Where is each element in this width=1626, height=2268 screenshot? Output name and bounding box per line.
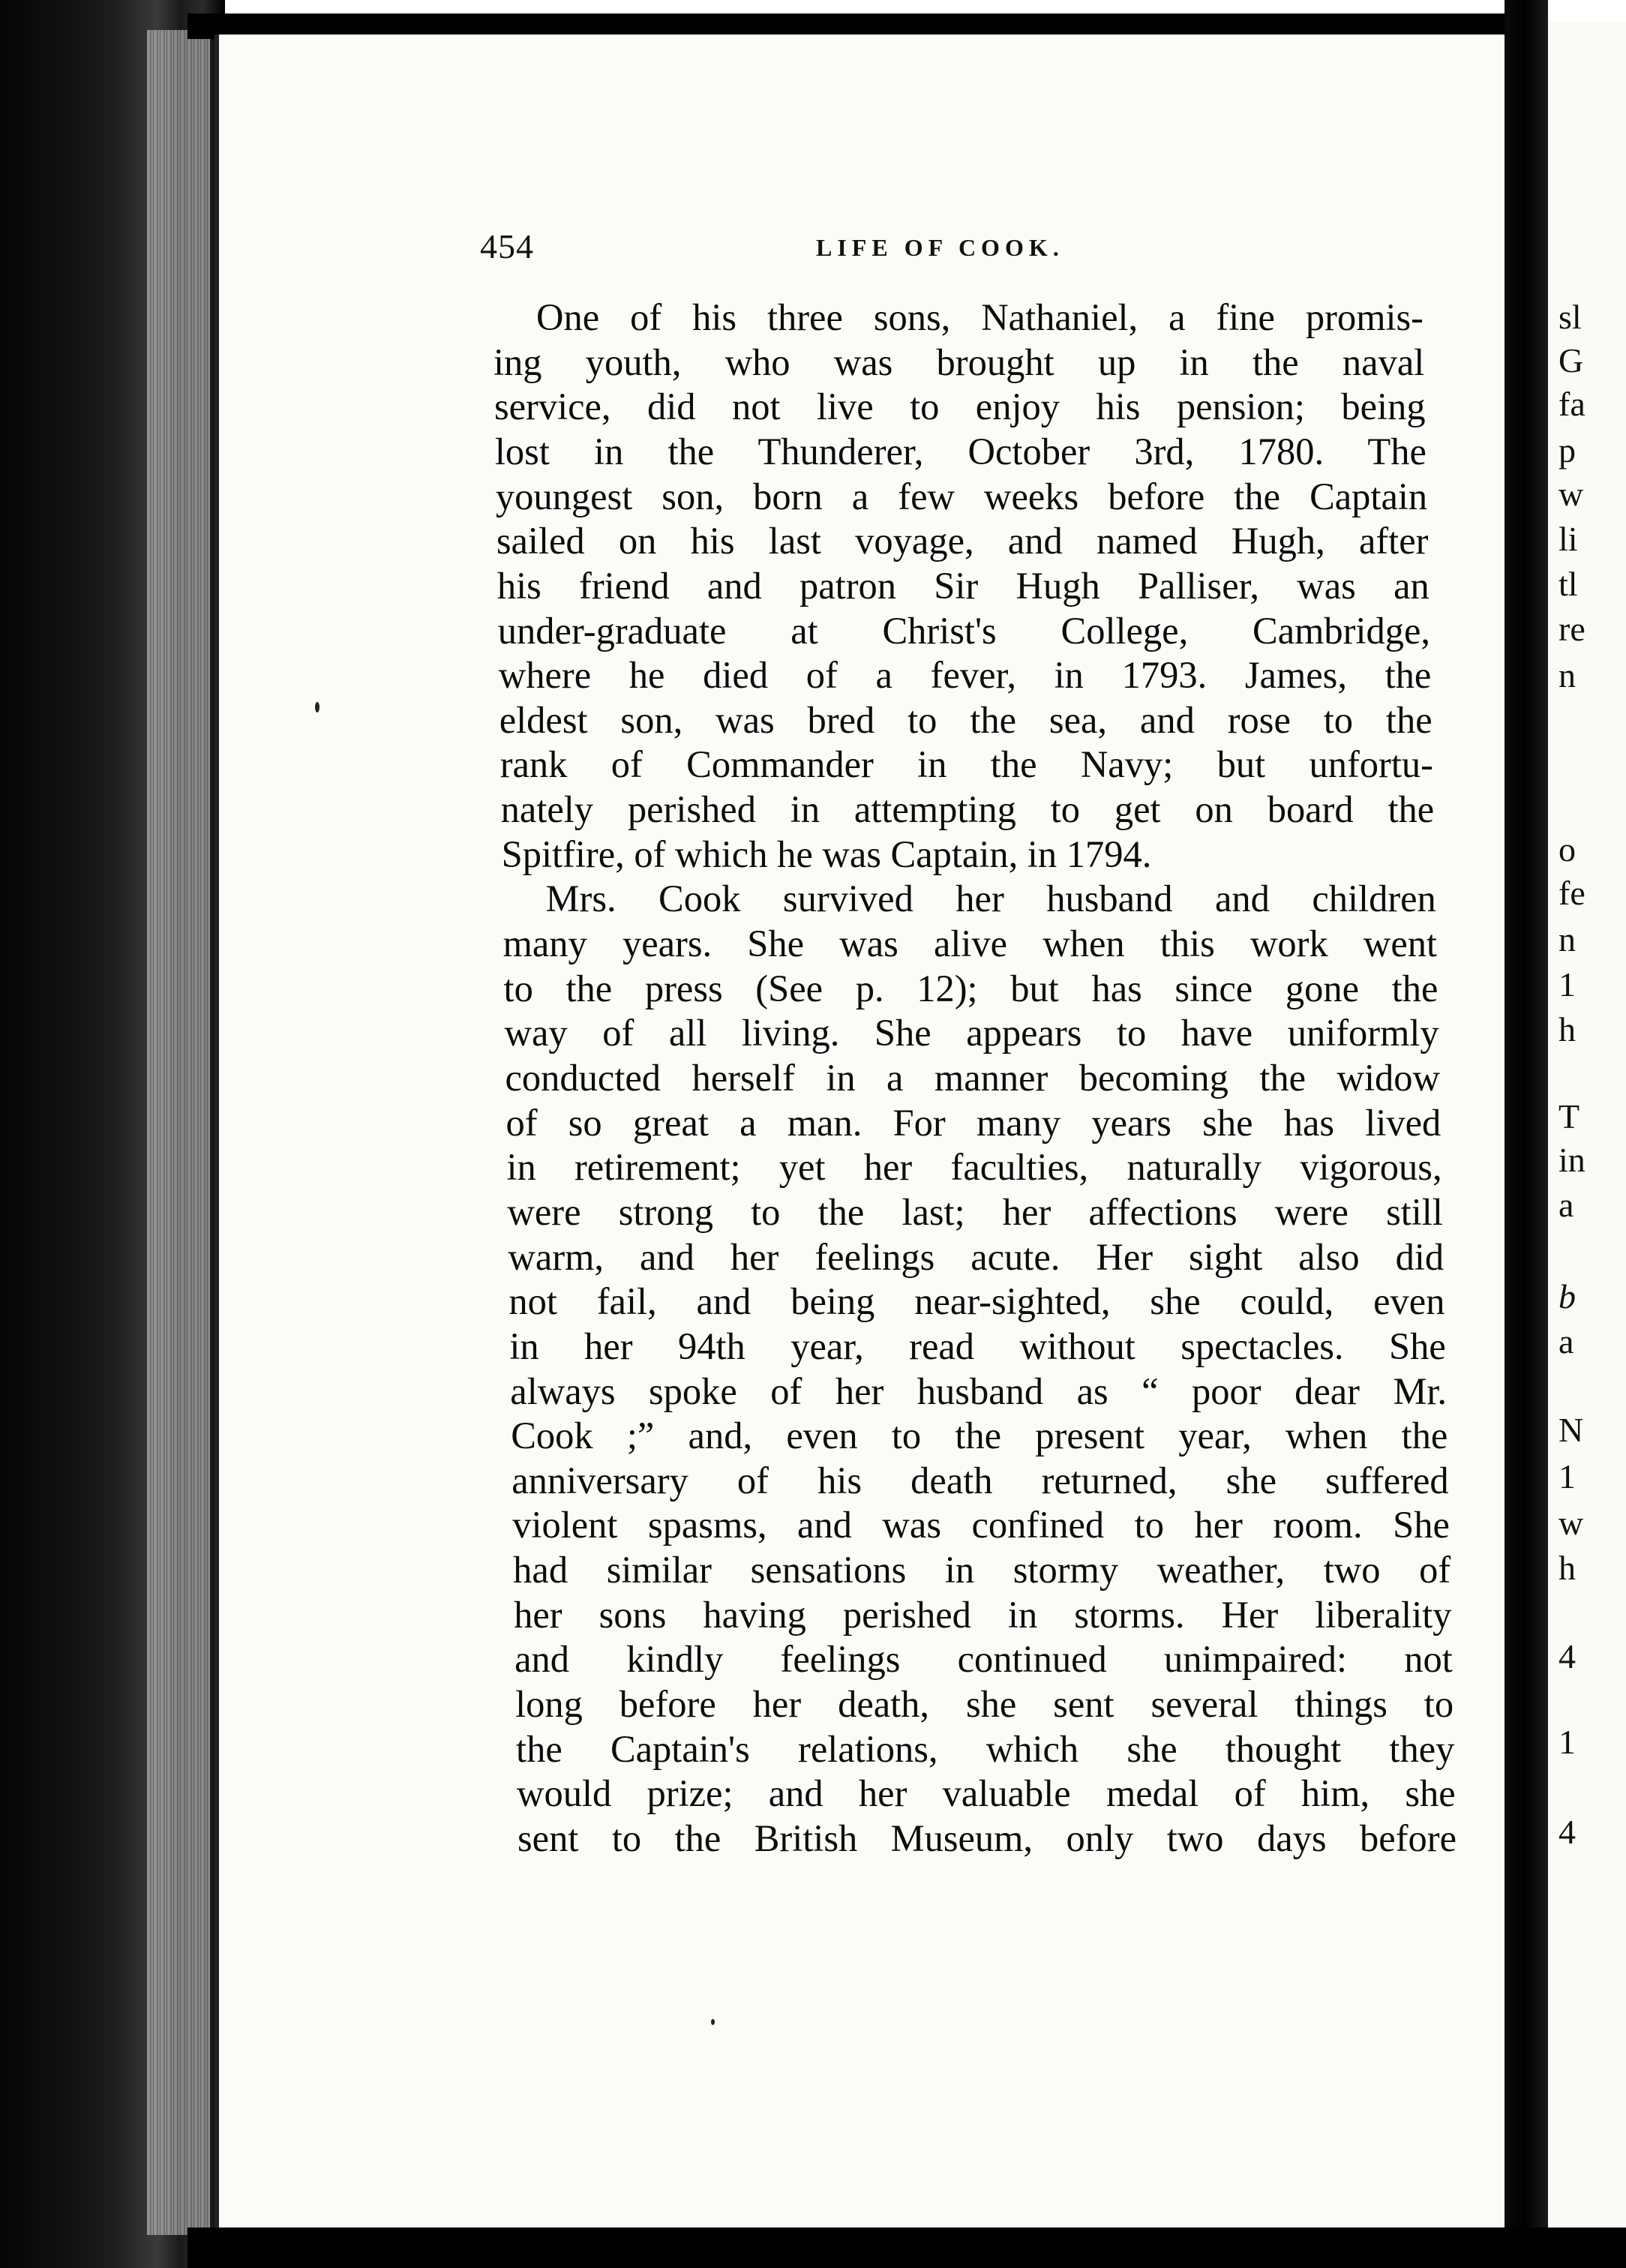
text-line: in retirement; yet her faculties, naturally vigorous, xyxy=(506,1146,1442,1189)
facing-page-fragment: fa xyxy=(1558,385,1586,423)
page-number: 454 xyxy=(480,227,534,266)
text-line: the Captain's relations, which she thought they xyxy=(516,1727,1455,1770)
text-line: Cook ;” and, even to the present year, when the xyxy=(511,1414,1448,1457)
text-line: and kindly feelings continued unimpaired: not xyxy=(514,1638,1453,1681)
facing-page-fragment: o xyxy=(1558,830,1576,868)
facing-page-fragment: G xyxy=(1558,341,1584,380)
facing-page-fragment: w xyxy=(1558,475,1584,513)
text-line: sent to the British Museum, only two days before xyxy=(518,1817,1456,1859)
text-line: in her 94th year, read without spectacles. She xyxy=(509,1324,1446,1367)
text-line: always spoke of her husband as “ poor dear Mr. xyxy=(510,1370,1448,1412)
facing-page-fragment: 1 xyxy=(1558,1723,1576,1761)
facing-page-fragment: 1 xyxy=(1558,1457,1576,1496)
facing-page-fragment: N xyxy=(1558,1411,1584,1449)
facing-page-fragment: 4 xyxy=(1558,1637,1576,1676)
facing-page-fragment: 4 xyxy=(1558,1813,1576,1851)
text-line: youngest son, born a few weeks before the Captain xyxy=(495,475,1428,518)
facing-page-fragment: h xyxy=(1558,1549,1576,1587)
text-line: sailed on his last voyage, and named Hugh, after xyxy=(496,520,1429,562)
text-line: to the press (See p. 12); but has since gone the xyxy=(503,967,1438,1010)
facing-page-fragment: in xyxy=(1558,1141,1586,1179)
text-line: were strong to the last; her affections were still xyxy=(507,1190,1443,1233)
text-line: where he died of a fever, in 1793. James, the xyxy=(498,654,1432,697)
text-line: under-graduate at Christ's College, Cambridge, xyxy=(497,609,1431,652)
text-line: lost in the Thunderer, October 3rd, 1780. The xyxy=(494,430,1426,472)
text-line: had similar sensations in stormy weather, two of xyxy=(513,1549,1451,1592)
text-line: rank of Commander in the Navy; but unfortu- xyxy=(500,743,1433,786)
facing-page-fragment: sl xyxy=(1558,298,1582,336)
text-line: violent spasms, and was confined to her room. She xyxy=(512,1504,1450,1546)
text-line: not fail, and being near-sighted, she could, even xyxy=(508,1280,1445,1323)
facing-page-fragment: h xyxy=(1558,1010,1576,1048)
text-line: her sons having perished in storms. Her liberality xyxy=(514,1593,1452,1636)
text-line: service, did not live to enjoy his pension; being xyxy=(494,386,1426,428)
text-line: Spitfire, of which he was Captain, in 1794. xyxy=(501,832,1152,875)
facing-page-fragment: fe xyxy=(1558,874,1586,912)
text-line: nately perished in attempting to get on board the xyxy=(500,788,1435,831)
ink-speck xyxy=(711,2019,715,2025)
facing-page-fragment: p xyxy=(1558,431,1576,470)
facing-page-fragment: li xyxy=(1558,520,1578,558)
facing-page-fragment: 1 xyxy=(1558,965,1576,1004)
text-line: conducted herself in a manner becoming the widow xyxy=(505,1057,1440,1099)
text-line: eldest son, was bred to the sea, and rose to the xyxy=(499,698,1432,741)
text-line: anniversary of his death returned, she suffered xyxy=(512,1459,1449,1502)
text-line: long before her death, she sent several things to xyxy=(515,1683,1454,1726)
text-line: many years. She was alive when this work went xyxy=(502,922,1438,965)
facing-page-fragment: w xyxy=(1558,1504,1584,1542)
text-line: warm, and her feelings acute. Her sight also did xyxy=(508,1235,1444,1278)
text-line: of so great a man. For many years she has lived xyxy=(506,1101,1442,1144)
facing-page-fragment: n xyxy=(1558,656,1576,694)
facing-page-fragment: a xyxy=(1558,1186,1574,1224)
text-line: way of all living. She appears to have uniformly xyxy=(504,1012,1439,1054)
facing-page-fragment: T xyxy=(1558,1097,1580,1136)
facing-page-fragment: a xyxy=(1558,1322,1574,1360)
text-line: ing youth, who was brought up in the naval xyxy=(493,340,1425,383)
facing-page-fragment: b xyxy=(1558,1277,1576,1316)
running-head: LIFE OF COOK. xyxy=(816,234,1064,261)
text-line: One of his three sons, Nathaniel, a fine promis- xyxy=(536,296,1424,338)
facing-page-fragment: re xyxy=(1558,610,1586,648)
facing-page-fragment: n xyxy=(1558,920,1576,958)
facing-page-fragment: tl xyxy=(1558,565,1578,603)
text-line: Mrs. Cook survived her husband and children xyxy=(545,878,1436,920)
ink-speck xyxy=(315,702,320,712)
text-line: his friend and patron Sir Hugh Palliser, was an xyxy=(496,564,1430,607)
text-line: would prize; and her valuable medal of him, she xyxy=(517,1772,1456,1815)
